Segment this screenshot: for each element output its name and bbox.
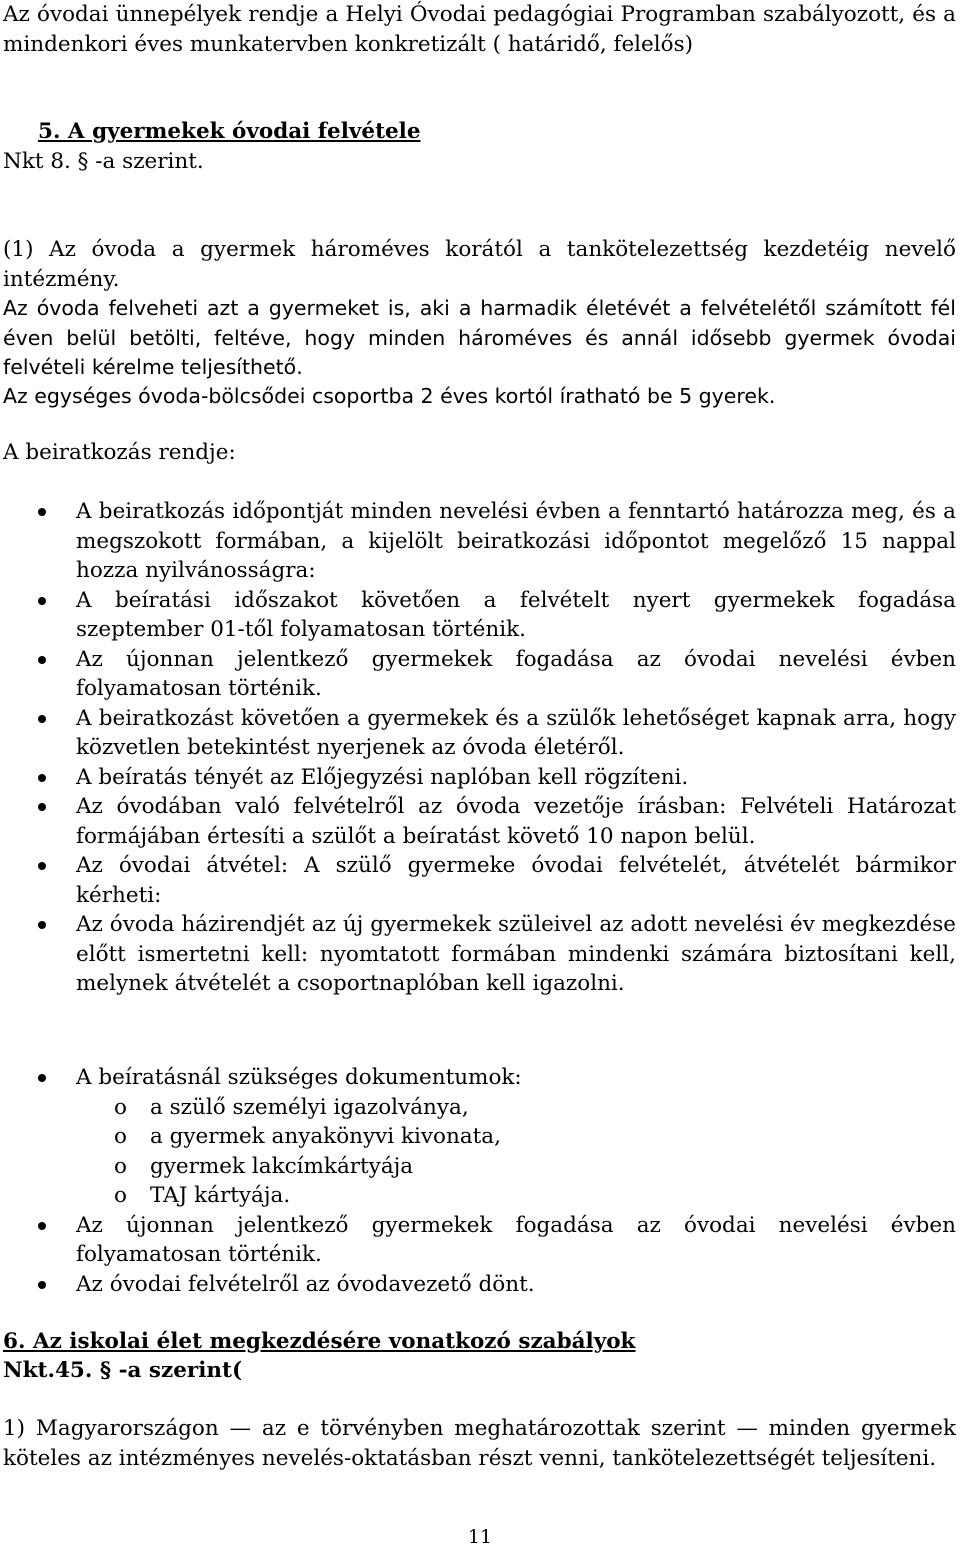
section-6-title [3, 1327, 956, 1357]
section-5-para-2: Az óvoda felveheti azt a gyermeket is, aki a harmadik életévét a felvételétől számított fél éven belül betölti, feltéve, hogy minden hároméves és annál idősebb gyermek óvodai felvételi kérelme teljesíthető. [3, 296, 956, 379]
list-item: Az óvodai átvétel: A szülő gyermeke óvodai felvételét, átvételét bármikor kérheti: [0, 851, 956, 910]
bullet-icon [38, 597, 46, 605]
section-5-para-1: (1) Az óvoda a gyermek hároméves korától a tankötelezettség kezdetéig nevelő intézmény. [3, 237, 956, 292]
bullet-icon [38, 1074, 46, 1082]
documents-list [0, 1063, 956, 1299]
section-5-title-text: 5. A gyermekek óvodai felvétele [38, 119, 421, 144]
list-item: Az újonnan jelentkező gyermekek fogadása az óvodai nevelési évben folyamatosan történik. [0, 645, 956, 704]
list-item: Az óvodai felvételről az óvodavezető dönt. [0, 1270, 956, 1300]
list-item: Az újonnan jelentkező gyermekek fogadása az óvodai nevelési évben folyamatosan történik. [0, 1211, 956, 1270]
sub-list-item: o gyermek lakcímkártyája [0, 1152, 956, 1182]
enrollment-rules-list [0, 497, 956, 999]
sub-bullet-marker: o [114, 1153, 127, 1179]
list-item: Az óvoda házirendjét az új gyermekek szüleivel az adott nevelési év megkezdése előtt ismertetni kell: nyomtatott formában mindenki számára biztosítani kell, melynek átvételét a csoportnaplóban kell igazolni. [0, 910, 956, 999]
bullet-icon [38, 1222, 46, 1230]
section-6-law-ref: Nkt.45. § -a szerint( [3, 1358, 243, 1383]
sub-list-item: o a szülő személyi igazolványa, [0, 1093, 956, 1123]
list-item: A beíratásnál szükséges dokumentumok: o a szülő személyi igazolványa, o a gyermek anyakönyvi kivonata, o gyermek lakcímkártyája o TAJ kártyája. [0, 1063, 956, 1211]
list-item: A beiratkozást követően a gyermekek és a szülők lehetőséget kapnak arra, hogy közvetlen betekintést nyerjenek az óvoda életéről. [0, 704, 956, 763]
section-5-law-ref: Nkt 8. § -a szerint. [3, 149, 204, 174]
enrollment-heading: A beiratkozás rendje: [3, 440, 236, 465]
bullet-icon [38, 862, 46, 870]
bullet-icon [38, 656, 46, 664]
bullet-icon [38, 774, 46, 782]
bullet-icon [38, 1281, 46, 1289]
list-item: A beíratási időszakot követően a felvételt nyert gyermekek fogadása szeptember 01-től folyamatosan történik. [0, 586, 956, 645]
page-number: 11 [467, 1526, 493, 1548]
sub-bullet-marker: o [114, 1124, 127, 1149]
bullet-icon [38, 803, 46, 811]
bullet-icon [38, 921, 46, 929]
section-6-title-text: 6. Az iskolai élet megkezdésére vonatkozó szabályok [3, 1329, 636, 1354]
section-5-para-3: Az egységes óvoda-bölcsődei csoportba 2 éves kortól íratható be 5 gyerek. [3, 384, 776, 408]
bullet-icon [38, 508, 46, 516]
section-6-para-1: 1) Magyarországon — az e törvényben meghatározottak szerint — minden gyermek köteles az intézményes nevelés-oktatásban részt venni, tankötelezettségét teljesíteni. [3, 1416, 956, 1471]
sub-list-item: o TAJ kártyája. [0, 1181, 956, 1211]
sub-bullet-marker: o [114, 1094, 127, 1120]
list-item: A beíratás tényét az Előjegyzési naplóban kell rögzíteni. [0, 763, 956, 793]
intro-paragraph: Az óvodai ünnepélyek rendje a Helyi Óvodai pedagógiai Programban szabályozott, és a mindenkori éves munkatervben konkretizált ( határidő, felelős) [3, 2, 956, 57]
list-item: A beiratkozás időpontját minden nevelési évben a fenntartó határozza meg, és a megszokott formában, a kijelölt beiratkozási időpontot megelőző 15 nappal hozza nyilvánosságra: [0, 497, 956, 586]
list-item: Az óvodában való felvételről az óvoda vezetője írásban: Felvételi Határozat formájában értesíti a szülőt a beíratást követő 10 napon belül. [0, 792, 956, 851]
documents-sublist [0, 1093, 956, 1211]
section-5-title [38, 117, 956, 147]
sub-list-item: o a gyermek anyakönyvi kivonata, [0, 1122, 956, 1152]
bullet-icon [38, 715, 46, 723]
sub-bullet-marker: o [114, 1183, 127, 1208]
